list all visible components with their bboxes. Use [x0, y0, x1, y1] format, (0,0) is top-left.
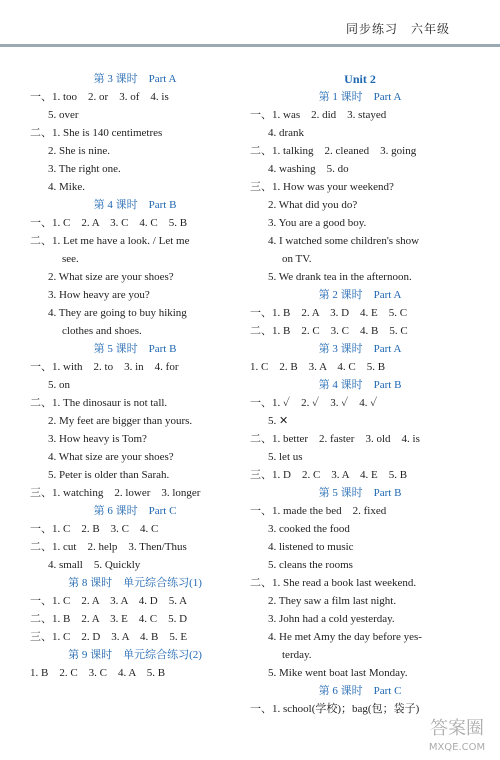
answer-line: 1. B 2. C 3. C 4. A 5. B: [30, 667, 166, 679]
answer-line: 5. Mike went boat last Monday.: [268, 667, 408, 679]
answer-line: see.: [62, 253, 79, 265]
answer-line: 4. washing 5. do: [268, 163, 349, 175]
right-column: [250, 70, 470, 718]
watermark-text: 答案圈: [430, 718, 484, 739]
answer-line: 5. over: [48, 109, 79, 121]
answer-line: 二、1. better 2. faster 3. old 4. is: [250, 433, 420, 445]
answer-line: on TV.: [282, 253, 312, 265]
section-title: 第 5 课时 Part B: [318, 487, 402, 499]
answer-line: 2. What size are your shoes?: [48, 271, 174, 283]
section-title: 第 3 课时 Part A: [318, 343, 402, 355]
answer-line: 4. listened to music: [268, 541, 354, 553]
answer-line: 5. We drank tea in the afternoon.: [268, 271, 412, 283]
answer-line: 4. I watched some children's show: [268, 235, 420, 247]
answer-line: 4. They are going to buy hiking: [48, 307, 187, 319]
page-header: 同步练习 六年级: [345, 22, 450, 36]
answer-line: 二、1. cut 2. help 3. Then/Thus: [30, 541, 187, 553]
answer-line: 3. You are a good boy.: [268, 217, 367, 229]
section-title: 第 1 课时 Part A: [318, 91, 402, 103]
answer-line: 1. C 2. B 3. A 4. C 5. B: [250, 361, 386, 373]
answer-line: 2. My feet are bigger than yours.: [48, 415, 193, 427]
answer-line: 3. cooked the food: [268, 523, 350, 535]
answer-line: 一、1. B 2. A 3. D 4. E 5. C: [250, 307, 408, 319]
watermark-sub: MXQE.COM: [428, 742, 486, 753]
section-title: 第 8 课时 单元综合练习(1): [68, 577, 202, 589]
answer-line: 一、1. C 2. A 3. A 4. D 5. A: [30, 595, 188, 607]
answer-line: 2. What did you do?: [268, 199, 358, 211]
section-title: 第 6 课时 Part C: [318, 685, 402, 697]
answer-line: 一、1. school(学校)；bag(包；袋子): [250, 703, 420, 715]
section-title: 第 9 课时 单元综合练习(2): [68, 649, 202, 661]
answer-line: 一、1. too 2. or 3. of 4. is: [30, 91, 169, 103]
section-title: 第 6 课时 Part C: [93, 505, 177, 517]
answer-line: 一、1. made the bed 2. fixed: [250, 505, 387, 517]
answer-line: 2. She is nine.: [48, 145, 111, 157]
section-title: 第 5 课时 Part B: [93, 343, 177, 355]
section-title: 第 4 课时 Part B: [93, 199, 177, 211]
answer-line: 5. on: [48, 379, 70, 391]
answer-line: 3. The right one.: [48, 163, 121, 175]
answer-line: 二、1. talking 2. cleaned 3. going: [250, 145, 417, 157]
answer-line: 3. John had a cold yesterday.: [268, 613, 395, 625]
section-title: 第 2 课时 Part A: [318, 289, 402, 301]
answer-line: 二、1. She read a book last weekend.: [250, 577, 417, 589]
answer-line: 一、1. with 2. to 3. in 4. for: [30, 361, 179, 373]
answer-line: terday.: [282, 649, 312, 661]
unit-title: Unit 2: [344, 72, 376, 86]
section-title: 第 4 课时 Part B: [318, 379, 402, 391]
answer-line: 二、1. She is 140 centimetres: [30, 127, 163, 139]
answer-line: 4. small 5. Quickly: [48, 559, 141, 571]
answer-line: 一、1. was 2. did 3. stayed: [250, 109, 387, 121]
answer-line: 4. What size are your shoes?: [48, 451, 174, 463]
answer-line: 二、1. Let me have a look. / Let me: [30, 235, 190, 247]
answer-line: 3. How heavy are you?: [48, 289, 150, 301]
answer-line: 一、1. C 2. B 3. C 4. C: [30, 523, 159, 535]
section-title: 第 3 课时 Part A: [93, 73, 177, 85]
answer-line: 三、1. C 2. D 3. A 4. B 5. E: [30, 631, 188, 643]
answer-line: 二、1. The dinosaur is not tall.: [30, 397, 168, 409]
answer-line: 一、1. C 2. A 3. C 4. C 5. B: [30, 217, 188, 229]
answer-line: 二、1. B 2. A 3. E 4. C 5. D: [30, 613, 188, 625]
answer-line: 5. ✕: [268, 415, 289, 427]
watermark-logo: [422, 710, 492, 756]
answer-line: 二、1. B 2. C 3. C 4. B 5. C: [250, 325, 408, 337]
answer-line: 三、1. How was your weekend?: [250, 181, 394, 193]
answer-line: 三、1. D 2. C 3. A 4. E 5. B: [250, 469, 408, 481]
answer-line: 三、1. watching 2. lower 3. longer: [30, 487, 201, 499]
answer-line: 3. How heavy is Tom?: [48, 433, 147, 445]
answer-line: 2. They saw a film last night.: [268, 595, 397, 607]
answer-line: 5. Peter is older than Sarah.: [48, 469, 170, 481]
answer-line: clothes and shoes.: [62, 325, 142, 337]
header-rule: [0, 44, 500, 47]
answer-line: 4. He met Amy the day before yes-: [268, 631, 422, 643]
answer-line: 5. cleans the rooms: [268, 559, 353, 571]
answer-line: 一、1. ✓ 2. ✓ 3. ✓ 4. ✓: [250, 397, 378, 409]
left-column: [30, 70, 240, 682]
answer-line: 4. Mike.: [48, 181, 85, 193]
answer-line: 4. drank: [268, 127, 305, 139]
answer-line: 5. let us: [268, 451, 303, 463]
